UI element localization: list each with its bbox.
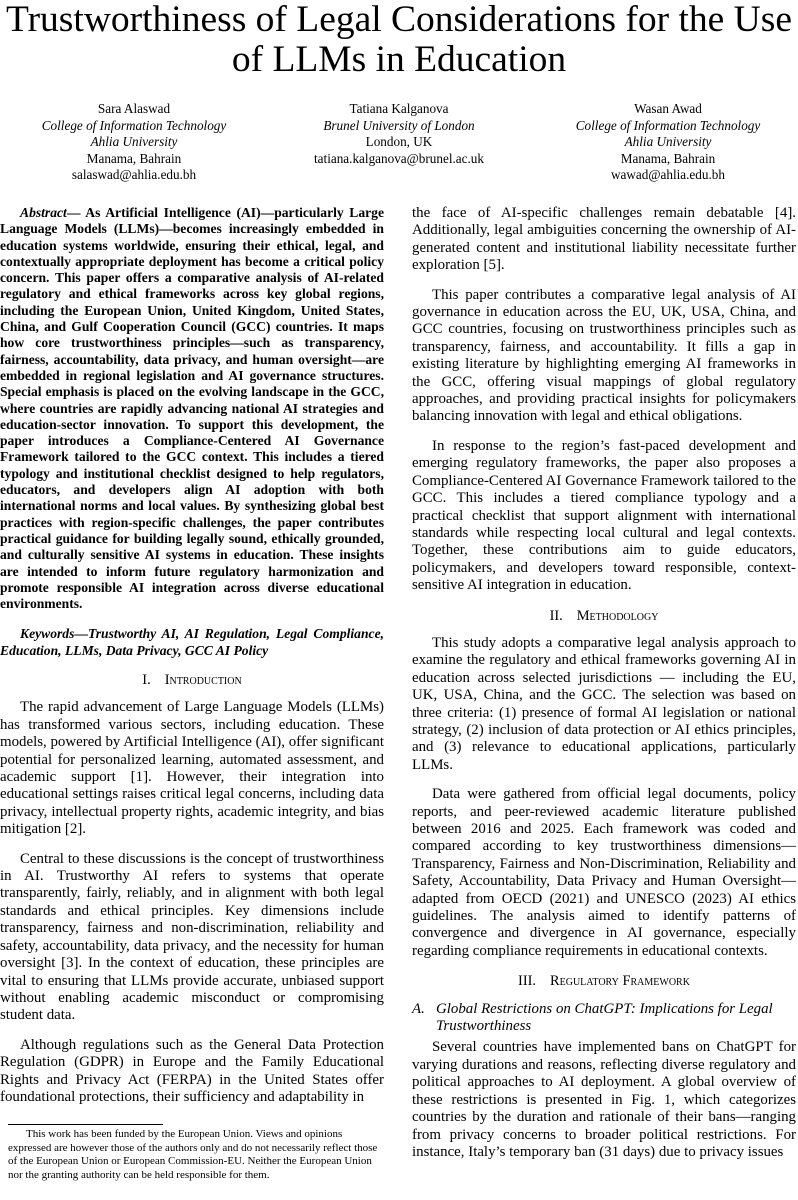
author-email: wawad@ahlia.edu.bh [611, 167, 725, 183]
paper-title: Trustworthiness of Legal Considerations for the Use of LLMs in Education [5, 0, 793, 80]
right-column [412, 205, 796, 1161]
methodology-paragraph-1: This study adopts a comparative legal analysis approach to examine the regulatory and ethical frameworks governing AI in education across selected jurisdictions — including the EU, UK, USA, China, and the GCC. The selection was based on three criteria: (1) presence of formal AI legislation or national strategy, (2) inclusion of data protection or AI ethics principles, and (3) relevance to educational applications, particularly LLMs. [412, 634, 796, 773]
author-location: Manama, Bahrain [86, 150, 182, 166]
keywords-text: —Trustworthy AI, AI Regulation, Legal Compliance, Education, LLMs, Data Privacy, GCC AI Policy [0, 626, 384, 658]
abstract-text: — As Artificial Intelligence (AI)—particularly Large Language Models (LLMs)—becomes increasingly embedded in education systems worldwide, ensuring their ethical, legal, and contextually appropriate deployment has become a critical policy concern. This paper offers a comparative analysis of AI-related regulatory and ethical frameworks across key global regions, including the European Union, United Kingdom, United States, China, and Gulf Cooperation Council (GCC) countries. It maps how core trustworthiness principles—such as transparency, fairness, accountability, data privacy, and human oversight—are embedded in regional legislation and AI governance structures. Special emphasis is placed on the evolving landscape in the GCC, where countries are rapidly advancing national AI strategies and education-sector innovation. To support this development, the paper introduces a Compliance-Centered AI Governance Framework tailored to the GCC context. This includes a tiered typology and institutional checklist designed to help regulators, educators, and developers align AI adoption with both international norms and local values. By synthesizing global best practices with region-specific challenges, the paper contributes practical guidance for building legally sound, ethically grounded, and culturally sensitive AI systems in education. These insights are intended to inform future regulatory harmonization and promote responsible AI integration across diverse educational environments. [0, 205, 384, 612]
contribution-paragraph: This paper contributes a comparative legal analysis of AI governance in education across the EU, UK, USA, China, and GCC countries, focusing on trustworthiness principles such as transparency, fairness, and accountability. It fills a gap in existing literature by highlighting emerging AI frameworks in the GCC, offering visual mappings of global regulatory approaches, and providing practical insights for policymakers balancing innovation with legal and ethical obligations. [412, 286, 796, 425]
intro-paragraph-3-continued: the face of AI-specific challenges remain debatable [4]. Additionally, legal ambiguities concerning the ownership of AI-generated content and institutional liability necessitate further exploration [5]. [412, 205, 796, 274]
author-department: College of Information Technology [575, 117, 761, 133]
author-department: Brunel University of London [323, 117, 475, 133]
section-number: III. [518, 973, 537, 990]
subsection-letter: A. [412, 1000, 425, 1017]
section-title: Regulatory Framework [550, 973, 690, 990]
author-location: Manama, Bahrain [620, 150, 716, 166]
intro-paragraph-1: The rapid advancement of Large Language Models (LLMs) has transformed various sectors, including education. These models, powered by Artificial Intelligence (AI), offer significant potential for personalized learning, automated assessment, and academic support [1]. However, their integration into educational settings raises critical legal concerns, including data privacy, intellectual property rights, academic integrity, and bias mitigation [2]. [0, 699, 384, 838]
author-location: London, UK [365, 134, 433, 150]
intro-paragraph-2: Central to these discussions is the concept of trustworthiness in AI. Trustworthy AI refers to systems that operate transparently, fairly, reliably, and in alignment with both legal standards and ethical principles. Key dimensions include transparency, fairness and non-discrimination, reliability and safety, accountability, data privacy, and the necessity for human oversight [3]. In the context of education, these principles are vital to ensuring that LLMs provide accurate, unbiased support without enabling academic misconduct or compromising student data. [0, 850, 384, 1024]
section-title: Methodology [576, 607, 659, 624]
section-heading-methodology [412, 608, 796, 625]
subsection-title-line-2: Trustworthiness [436, 1018, 532, 1035]
author-email: tatiana.kalganova@brunel.ac.uk [314, 150, 484, 166]
author-name: Sara Alaswad [97, 101, 171, 116]
intro-paragraph-3: Although regulations such as the General Data Protection Regulation (GDPR) in Europe and the Family Educational Rights and Privacy Act (FERPA) in the United States offer foundational protections, their sufficiency and adaptability in [0, 1036, 384, 1105]
author-name: Wasan Awad [634, 101, 702, 116]
author-block-3 [538, 101, 798, 184]
subsection-heading-a [412, 1001, 796, 1036]
section-heading-introduction [0, 672, 384, 689]
response-paragraph: In response to the region’s fast-paced development and emerging regulatory frameworks, the paper also proposes a Compliance-Centered AI Governance Framework tailored to the GCC. This includes a tiered compliance typology and a practical checklist that support alignment with international standards while respecting local cultural and legal contexts. Together, these contributions aim to guide educators, policymakers, and developers toward responsible, context-sensitive AI integration in education. [412, 437, 796, 594]
author-organization: Ahlia University [90, 134, 178, 150]
section-number: I. [142, 672, 151, 689]
section-title: Introduction [164, 672, 242, 689]
regulatory-paragraph-1: Several countries have implemented bans on ChatGPT for varying durations and reasons, reflecting diverse regulatory and political approaches to AI deployment. A global overview of these restrictions is presented in Fig. 1, which categorizes countries by the duration and rationale of their bans—ranging from privacy concerns to broader political restrictions. For instance, Italy’s temporary ban (31 days) due to privacy issues [412, 1039, 796, 1160]
section-heading-regulatory-framework [412, 973, 796, 990]
left-column [0, 205, 384, 1106]
keywords [0, 626, 384, 659]
abstract [0, 205, 384, 612]
section-number: II. [549, 607, 563, 624]
author-email: salaswad@ahlia.edu.bh [71, 167, 197, 183]
author-block-2 [269, 101, 529, 167]
author-organization: Ahlia University [624, 134, 712, 150]
keywords-label: Keywords [20, 626, 75, 642]
footnote-divider [8, 1124, 163, 1125]
funding-footnote: This work has been funded by the European Union. Views and opinions expressed are however those of the authors only and do not necessarily reflect those of the European Union or European Commission-EU. Neither the European Union nor the granting authority can be held responsible for them. [8, 1128, 378, 1181]
subsection-title-line-1: Global Restrictions on ChatGPT: Implications for Legal [436, 1000, 773, 1017]
author-name: Tatiana Kalganova [349, 101, 449, 116]
abstract-label: Abstract [20, 205, 67, 220]
author-block-1 [4, 101, 264, 184]
author-department: College of Information Technology [41, 117, 227, 133]
methodology-paragraph-2: Data were gathered from official legal documents, policy reports, and peer-reviewed academic literature published between 2016 and 2025. Each framework was coded and compared according to key trustworthiness dimensions—Transparency, Fairness and Non-Discrimination, Reliability and Safety, Accountability, Data Privacy and Human Oversight—adapted from OECD (2021) and UNESCO (2023) AI ethics guidelines. The analysis aimed to identify patterns of convergence and divergence in AI governance, especially regarding compliance requirements in educational contexts. [412, 786, 796, 959]
